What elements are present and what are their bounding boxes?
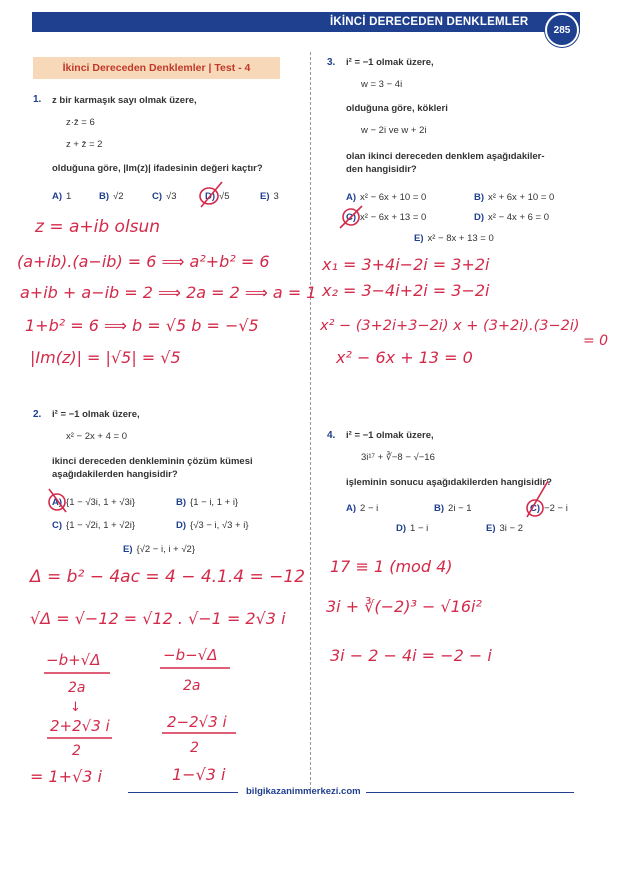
hw-q3-x1: x₁ = 3+4i−2i = 3+2i bbox=[322, 255, 490, 274]
hw-q3-equation: x² − (3+2i+3−2i) x + (3+2i).(3−2i) bbox=[320, 318, 580, 334]
q3-option-a[interactable]: A) x² − 6x + 10 = 0 bbox=[346, 192, 427, 203]
hw-q1-line1: z = a+ib olsun bbox=[35, 217, 161, 237]
q1-option-d[interactable]: D) √5 bbox=[205, 191, 230, 202]
q4-slash-mark bbox=[527, 481, 548, 517]
q4-option-a[interactable]: A) 2 − i bbox=[346, 503, 379, 514]
hw-q1-line2: (a+ib).(a−ib) = 6 ⟹ a²+b² = 6 bbox=[17, 252, 270, 271]
q3-question-line2: den hangisidir? bbox=[346, 164, 417, 175]
hw-q2-sqrt-delta: √Δ = √−12 = √12 . √−1 = 2√3 i bbox=[30, 609, 286, 628]
hw-q2-root1-num: 2+2√3 i bbox=[50, 717, 110, 735]
q1-option-e[interactable]: E) 3 bbox=[260, 191, 279, 202]
hw-q2-root2-den: 2 bbox=[190, 740, 199, 756]
hw-q2-result2: 1−√3 i bbox=[172, 765, 226, 784]
q4-stem: i² = −1 olmak üzere, bbox=[346, 430, 434, 441]
hw-q3-equals-zero: = 0 bbox=[583, 333, 609, 349]
q4-number: 4. bbox=[327, 430, 336, 441]
q3-stem: i² = −1 olmak üzere, bbox=[346, 57, 434, 68]
hw-q2-arrow: ↓ bbox=[70, 700, 81, 715]
q4-option-e[interactable]: E) 3i − 2 bbox=[486, 523, 524, 534]
hw-q4-result: 3i − 2 − 4i = −2 − i bbox=[330, 646, 492, 665]
hw-q2-delta: Δ = b² − 4ac = 4 − 4.1.4 = −12 bbox=[30, 567, 306, 587]
q2-option-c[interactable]: C) {1 − √2i, 1 + √2i} bbox=[52, 520, 136, 531]
hw-q4-expand: 3i + ∛(−2)³ − √16i² bbox=[326, 597, 482, 616]
q3-question-line1: olan ikinci dereceden denklem aşağıdakiler- bbox=[346, 151, 545, 162]
q2-stem: i² = −1 olmak üzere, bbox=[52, 409, 140, 420]
q1-eq2: z + z̄ = 2 bbox=[66, 139, 103, 150]
q4-option-c[interactable]: C) −2 − i bbox=[530, 503, 568, 514]
hw-q3-x2: x₂ = 3−4i+2i = 3−2i bbox=[322, 281, 490, 300]
q1-option-b[interactable]: B) √2 bbox=[99, 191, 124, 202]
q1-option-a[interactable]: A) 1 bbox=[52, 191, 72, 202]
q2-option-e[interactable]: E) {√2 − i, i + √2} bbox=[123, 544, 195, 555]
q1-stem: z bir karmaşık sayı olmak üzere, bbox=[52, 95, 197, 106]
q3-option-c[interactable]: C) x² − 6x + 13 = 0 bbox=[346, 212, 427, 223]
q1-question: olduğuna göre, |Im(z)| ifadesinin değeri kaçtır? bbox=[52, 163, 263, 174]
hw-q2-root2-num: 2−2√3 i bbox=[167, 713, 227, 731]
q3-option-d[interactable]: D) x² − 4x + 6 = 0 bbox=[474, 212, 550, 223]
q2-question-line2: aşağıdakilerden hangisidir? bbox=[52, 469, 178, 480]
hw-q2-formula1-num: −b+√Δ bbox=[46, 651, 101, 669]
q1-option-c[interactable]: C) √3 bbox=[152, 191, 177, 202]
hw-q4-mod: 17 ≡ 1 (mod 4) bbox=[330, 557, 453, 576]
q2-number: 2. bbox=[33, 409, 42, 420]
q3-option-b[interactable]: B) x² + 6x + 10 = 0 bbox=[474, 192, 555, 203]
hw-q2-formula2-num: −b−√Δ bbox=[163, 646, 218, 664]
page-number-badge: 285 bbox=[545, 13, 579, 47]
q3-roots: w − 2i ve w + 2i bbox=[361, 125, 427, 136]
hw-q2-result1: = 1+√3 i bbox=[30, 767, 102, 786]
test-title: İkinci Dereceden Denklemler | Test - 4 bbox=[33, 57, 280, 79]
hw-q2-formula2-den: 2a bbox=[183, 678, 201, 694]
hw-q2-formula1-den: 2a bbox=[68, 680, 86, 696]
hw-q3-result: x² − 6x + 13 = 0 bbox=[336, 348, 473, 367]
hw-q1-line5: |Im(z)| = |√5| = √5 bbox=[30, 348, 181, 367]
q2-option-b[interactable]: B) {1 − i, 1 + i} bbox=[176, 497, 239, 508]
q3-number: 3. bbox=[327, 57, 336, 68]
page-header-title: İKİNCİ DERECEDEN DENKLEMLER bbox=[330, 16, 529, 28]
q3-eq: w = 3 − 4i bbox=[361, 79, 403, 90]
q3-option-e[interactable]: E) x² − 8x + 13 = 0 bbox=[414, 233, 494, 244]
q2-question-line1: ikinci dereceden denkleminin çözüm kümesi bbox=[52, 456, 253, 467]
hw-q2-root1-den: 2 bbox=[72, 743, 81, 759]
q4-option-d[interactable]: D) 1 − i bbox=[396, 523, 429, 534]
q2-option-d[interactable]: D) {√3 − i, √3 + i} bbox=[176, 520, 249, 531]
q4-question: işleminin sonucu aşağıdakilerden hangisidir? bbox=[346, 477, 552, 488]
q2-option-a[interactable]: A) {1 − √3i, 1 + √3i} bbox=[52, 497, 136, 508]
hw-q1-line3: a+ib + a−ib = 2 ⟹ 2a = 2 ⟹ a = 1 bbox=[20, 283, 317, 302]
q1-eq1: z·z̄ = 6 bbox=[66, 117, 95, 128]
q2-eq: x² − 2x + 4 = 0 bbox=[66, 431, 127, 442]
q1-number: 1. bbox=[33, 94, 42, 105]
footer-site: bilgikazanimmerkezi.com bbox=[246, 786, 361, 797]
hw-q1-line4: 1+b² = 6 ⟹ b = √5 b = −√5 bbox=[25, 316, 259, 335]
q3-mid: olduğuna göre, kökleri bbox=[346, 103, 448, 114]
q4-expression: 3i¹⁷ + ∛−8 − √−16 bbox=[361, 452, 435, 463]
q4-option-b[interactable]: B) 2i − 1 bbox=[434, 503, 472, 514]
